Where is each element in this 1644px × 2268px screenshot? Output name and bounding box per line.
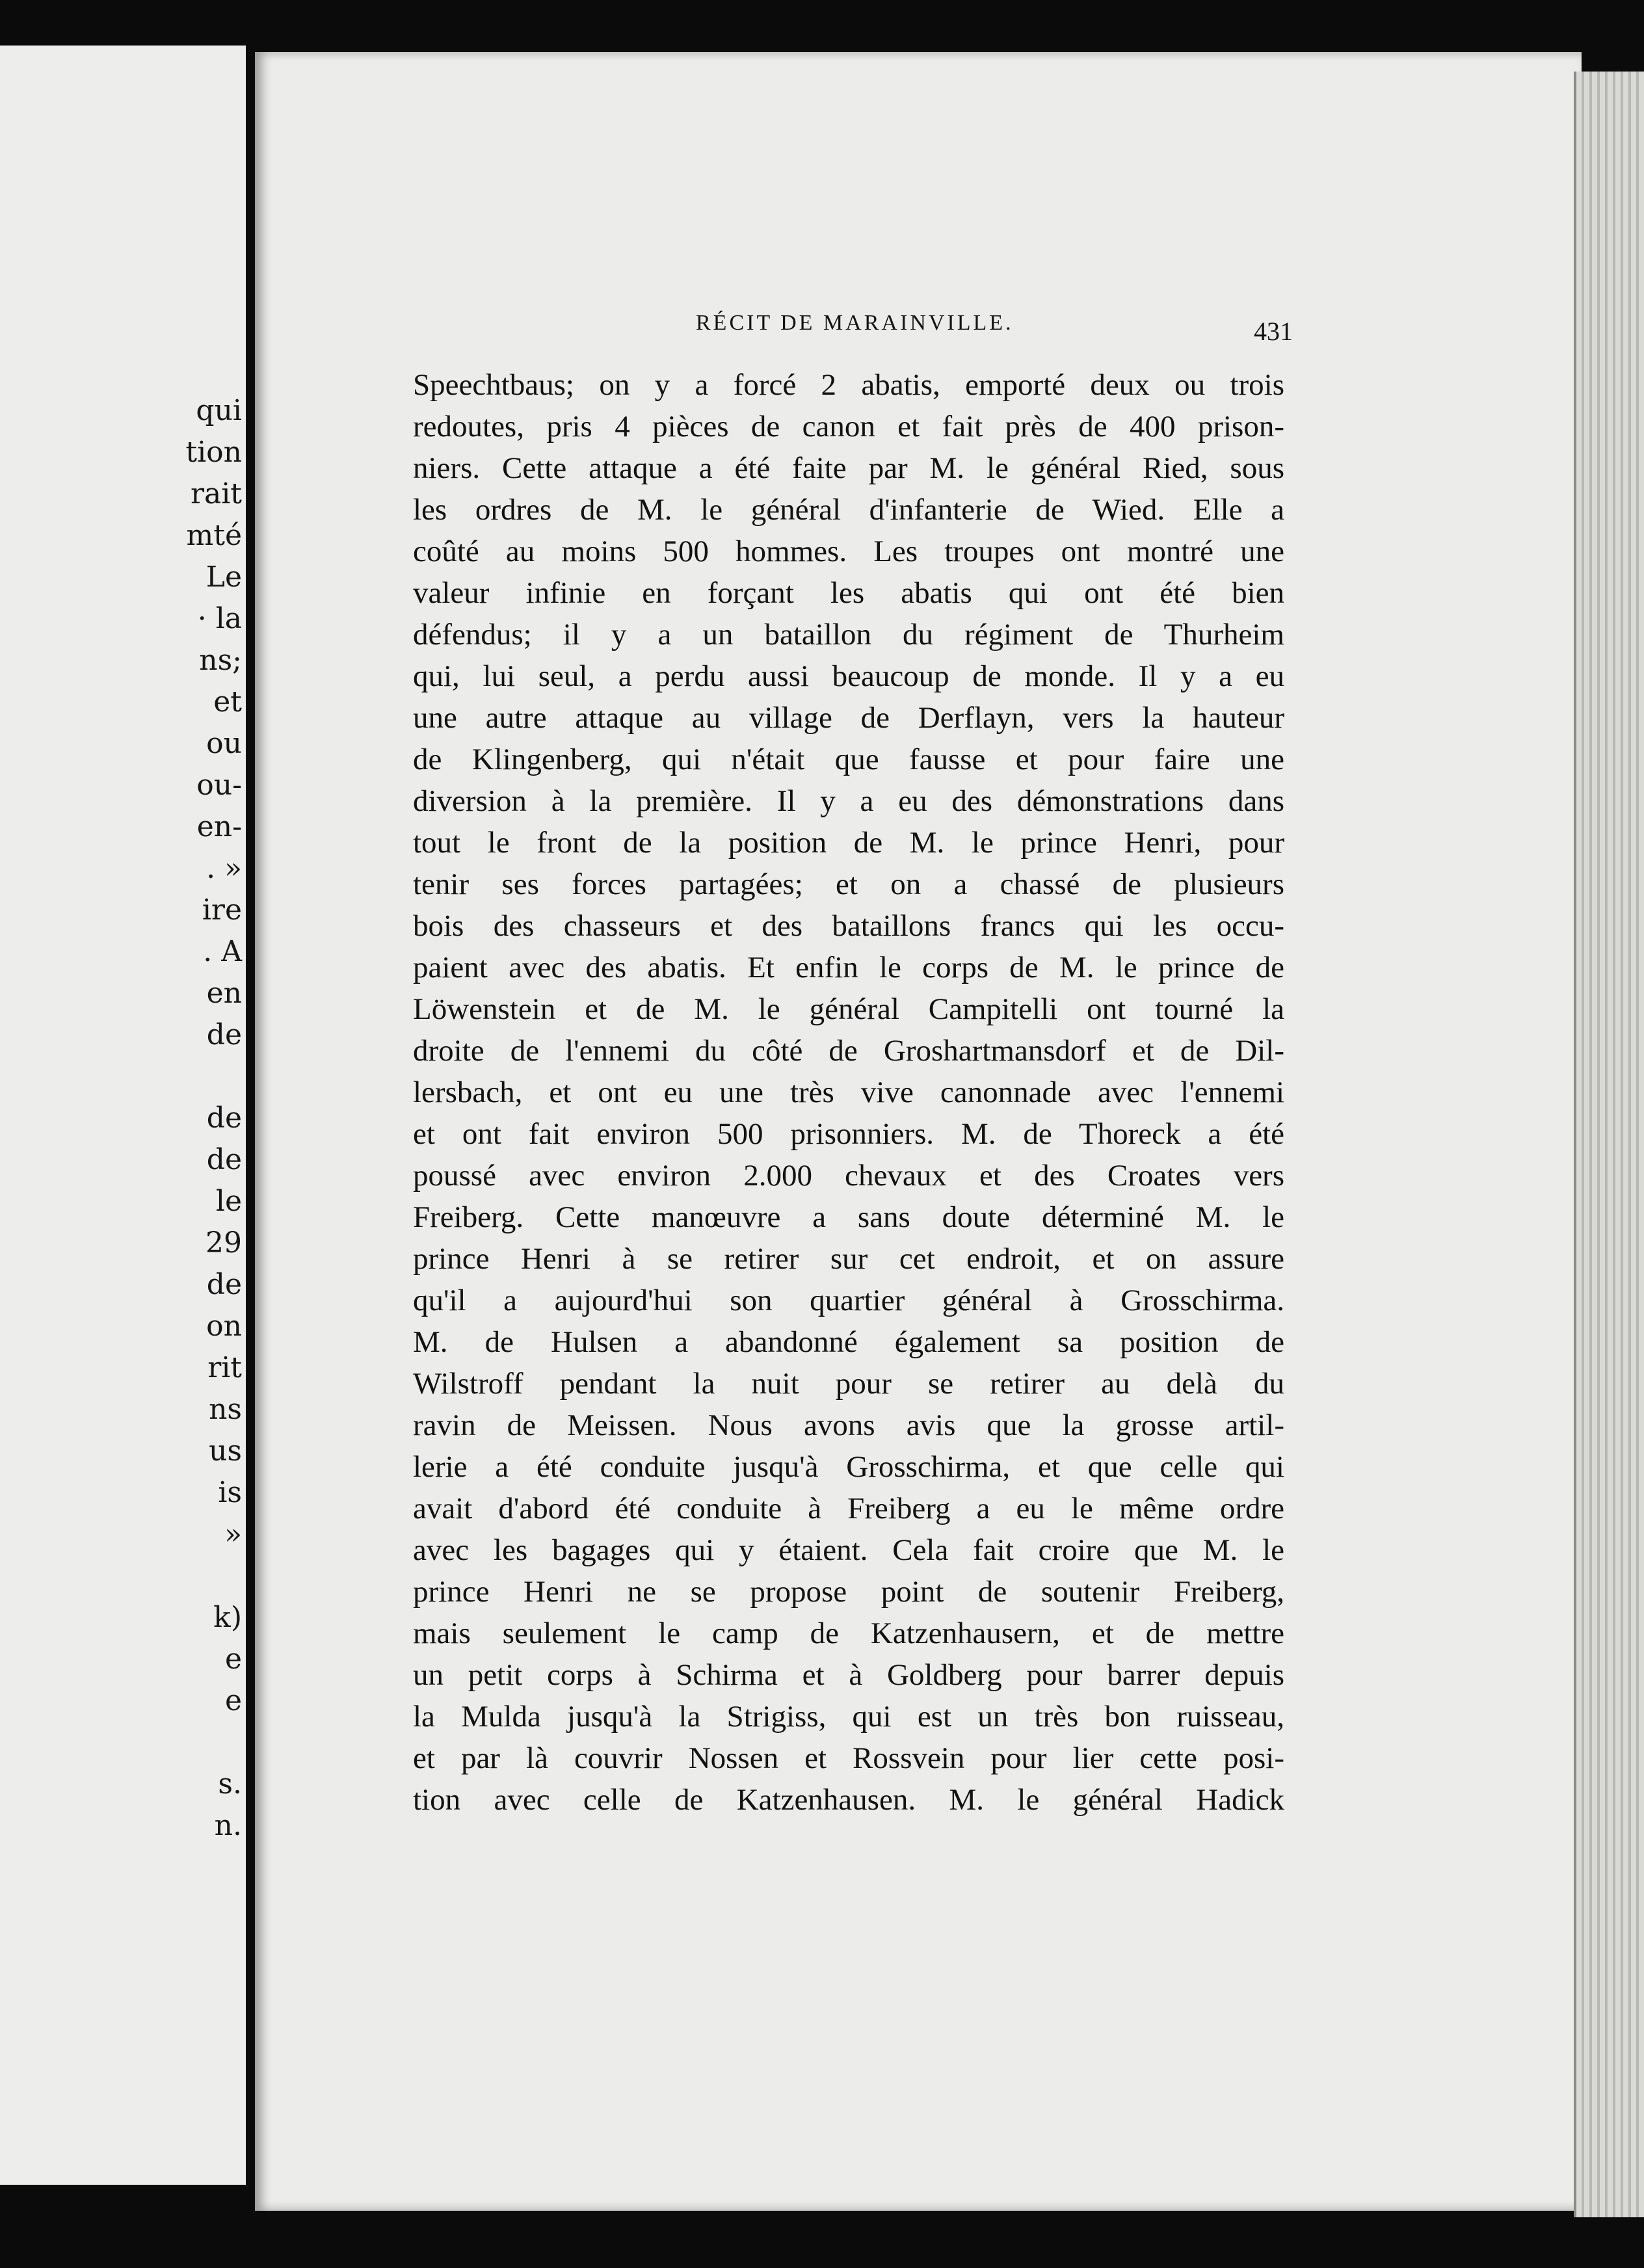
left-page-line-fragment: . » bbox=[206, 852, 242, 885]
left-page-line-fragment: de bbox=[206, 1018, 242, 1051]
left-page-line-fragment: us bbox=[209, 1434, 242, 1468]
text-line: et ont fait environ 500 prisonniers. M. de Thoreck a été bbox=[413, 1117, 1284, 1151]
text-line: une autre attaque au village de Derflayn, vers la hauteur bbox=[413, 701, 1284, 735]
page-number: 431 bbox=[1254, 317, 1293, 346]
text-line: paient avec des abatis. Et enfin le corps de M. le prince de bbox=[413, 951, 1284, 984]
left-page-line-fragment: de bbox=[206, 1143, 242, 1176]
text-line: niers. Cette attaque a été faite par M. le général Ried, sous bbox=[413, 451, 1284, 485]
text-line: qu'il a aujourd'hui son quartier général à Grosschirma. bbox=[413, 1284, 1284, 1317]
left-page-line-fragment: k) bbox=[213, 1601, 242, 1634]
left-page-line-fragment: rait bbox=[190, 477, 242, 510]
text-line: lerie a été conduite jusqu'à Grosschirma, et que celle qui bbox=[413, 1450, 1284, 1484]
text-line: prince Henri ne se propose point de soutenir Freiberg, bbox=[413, 1575, 1284, 1609]
left-page-line-fragment: mté bbox=[186, 519, 242, 552]
left-page-line-fragment: rit bbox=[207, 1351, 242, 1384]
left-page-line-fragment: on bbox=[206, 1310, 242, 1343]
text-line: M. de Hulsen a abandonné également sa position de bbox=[413, 1325, 1284, 1359]
left-page-line-fragment: en bbox=[206, 977, 242, 1010]
text-line: Freiberg. Cette manœuvre a sans doute déterminé M. le bbox=[413, 1200, 1284, 1234]
text-line: tion avec celle de Katzenhausen. M. le général Hadick bbox=[413, 1783, 1284, 1817]
text-line: Speechtbaus; on y a forcé 2 abatis, emporté deux ou trois bbox=[413, 368, 1284, 402]
text-line: la Mulda jusqu'à la Strigiss, qui est un très bon ruisseau, bbox=[413, 1700, 1284, 1734]
left-page-line-fragment: qui bbox=[196, 394, 242, 427]
text-line: Wilstroff pendant la nuit pour se retirer au delà du bbox=[413, 1367, 1284, 1401]
text-line: bois des chasseurs et des bataillons francs qui les occu- bbox=[413, 909, 1284, 943]
text-line: avait d'abord été conduite à Freiberg a eu le même ordre bbox=[413, 1492, 1284, 1525]
left-page-line-fragment: » bbox=[224, 1518, 242, 1551]
text-line: défendus; il y a un bataillon du régiment de Thurheim bbox=[413, 618, 1284, 652]
left-page-line-fragment: tion bbox=[185, 436, 242, 469]
left-page-line-fragment: de bbox=[206, 1101, 242, 1135]
left-page-line-fragment: e bbox=[224, 1642, 242, 1676]
left-page-line-fragment: . A bbox=[203, 935, 242, 968]
text-line: et par là couvrir Nossen et Rossvein pour lier cette posi- bbox=[413, 1741, 1284, 1775]
left-page-line-fragment: 29 bbox=[206, 1226, 242, 1259]
left-page-line-fragment: Le bbox=[206, 560, 242, 594]
left-page-line-fragment: de bbox=[206, 1268, 242, 1301]
body-text bbox=[413, 364, 1284, 1821]
left-page-text-fragments bbox=[138, 390, 242, 1847]
left-page bbox=[0, 46, 250, 2185]
left-page-line-fragment: ns; bbox=[199, 644, 242, 677]
text-line: valeur infinie en forçant les abatis qui ont été bien bbox=[413, 576, 1284, 610]
text-line: un petit corps à Schirma et à Goldberg pour barrer depuis bbox=[413, 1658, 1284, 1692]
text-line: diversion à la première. Il y a eu des démonstrations dans bbox=[413, 784, 1284, 818]
left-page-line-fragment: le bbox=[215, 1185, 242, 1218]
text-line: ravin de Meissen. Nous avons avis que la grosse artil- bbox=[413, 1408, 1284, 1442]
running-head: RÉCIT DE MARAINVILLE. bbox=[696, 311, 1014, 335]
left-page-line-fragment: is bbox=[218, 1476, 242, 1509]
left-page-line-fragment: ns bbox=[209, 1393, 242, 1426]
left-page-line-fragment bbox=[138, 1555, 242, 1597]
text-line: Löwenstein et de M. le général Campitelli ont tourné la bbox=[413, 992, 1284, 1026]
left-page-line-fragment: n. bbox=[214, 1809, 242, 1842]
text-line: redoutes, pris 4 pièces de canon et fait près de 400 prison- bbox=[413, 410, 1284, 443]
text-line: prince Henri à se retirer sur cet endroit, et on assure bbox=[413, 1242, 1284, 1276]
left-page-line-fragment: en- bbox=[196, 810, 242, 843]
text-line: droite de l'ennemi du côté de Groshartmansdorf et de Dil- bbox=[413, 1034, 1284, 1068]
left-page-line-fragment: ou bbox=[206, 727, 242, 760]
text-line: de Klingenberg, qui n'était que fausse et pour faire une bbox=[413, 743, 1284, 776]
text-line: qui, lui seul, a perdu aussi beaucoup de monde. Il y a eu bbox=[413, 659, 1284, 693]
text-line: lersbach, et ont eu une très vive canonnade avec l'ennemi bbox=[413, 1075, 1284, 1109]
text-line: les ordres de M. le général d'infanterie de Wied. Elle a bbox=[413, 493, 1284, 527]
page-edges bbox=[1574, 72, 1644, 2217]
text-line: coûté au moins 500 hommes. Les troupes ont montré une bbox=[413, 534, 1284, 568]
left-page-line-fragment bbox=[138, 1722, 242, 1763]
text-line: tout le front de la position de M. le prince Henri, pour bbox=[413, 826, 1284, 860]
text-line: mais seulement le camp de Katzenhausern, et de mettre bbox=[413, 1616, 1284, 1650]
left-page-line-fragment bbox=[138, 1056, 242, 1098]
left-page-line-fragment: et bbox=[213, 685, 242, 719]
text-line: tenir ses forces partagées; et on a chassé de plusieurs bbox=[413, 867, 1284, 901]
left-page-line-fragment: · la bbox=[197, 602, 242, 635]
text-line: poussé avec environ 2.000 chevaux et des Croates vers bbox=[413, 1159, 1284, 1193]
left-page-line-fragment: ou- bbox=[196, 769, 242, 802]
left-page-line-fragment: s. bbox=[218, 1767, 242, 1800]
left-page-line-fragment: e bbox=[224, 1684, 242, 1717]
left-page-line-fragment: ire bbox=[202, 893, 242, 927]
text-line: avec les bagages qui y étaient. Cela fait croire que M. le bbox=[413, 1533, 1284, 1567]
